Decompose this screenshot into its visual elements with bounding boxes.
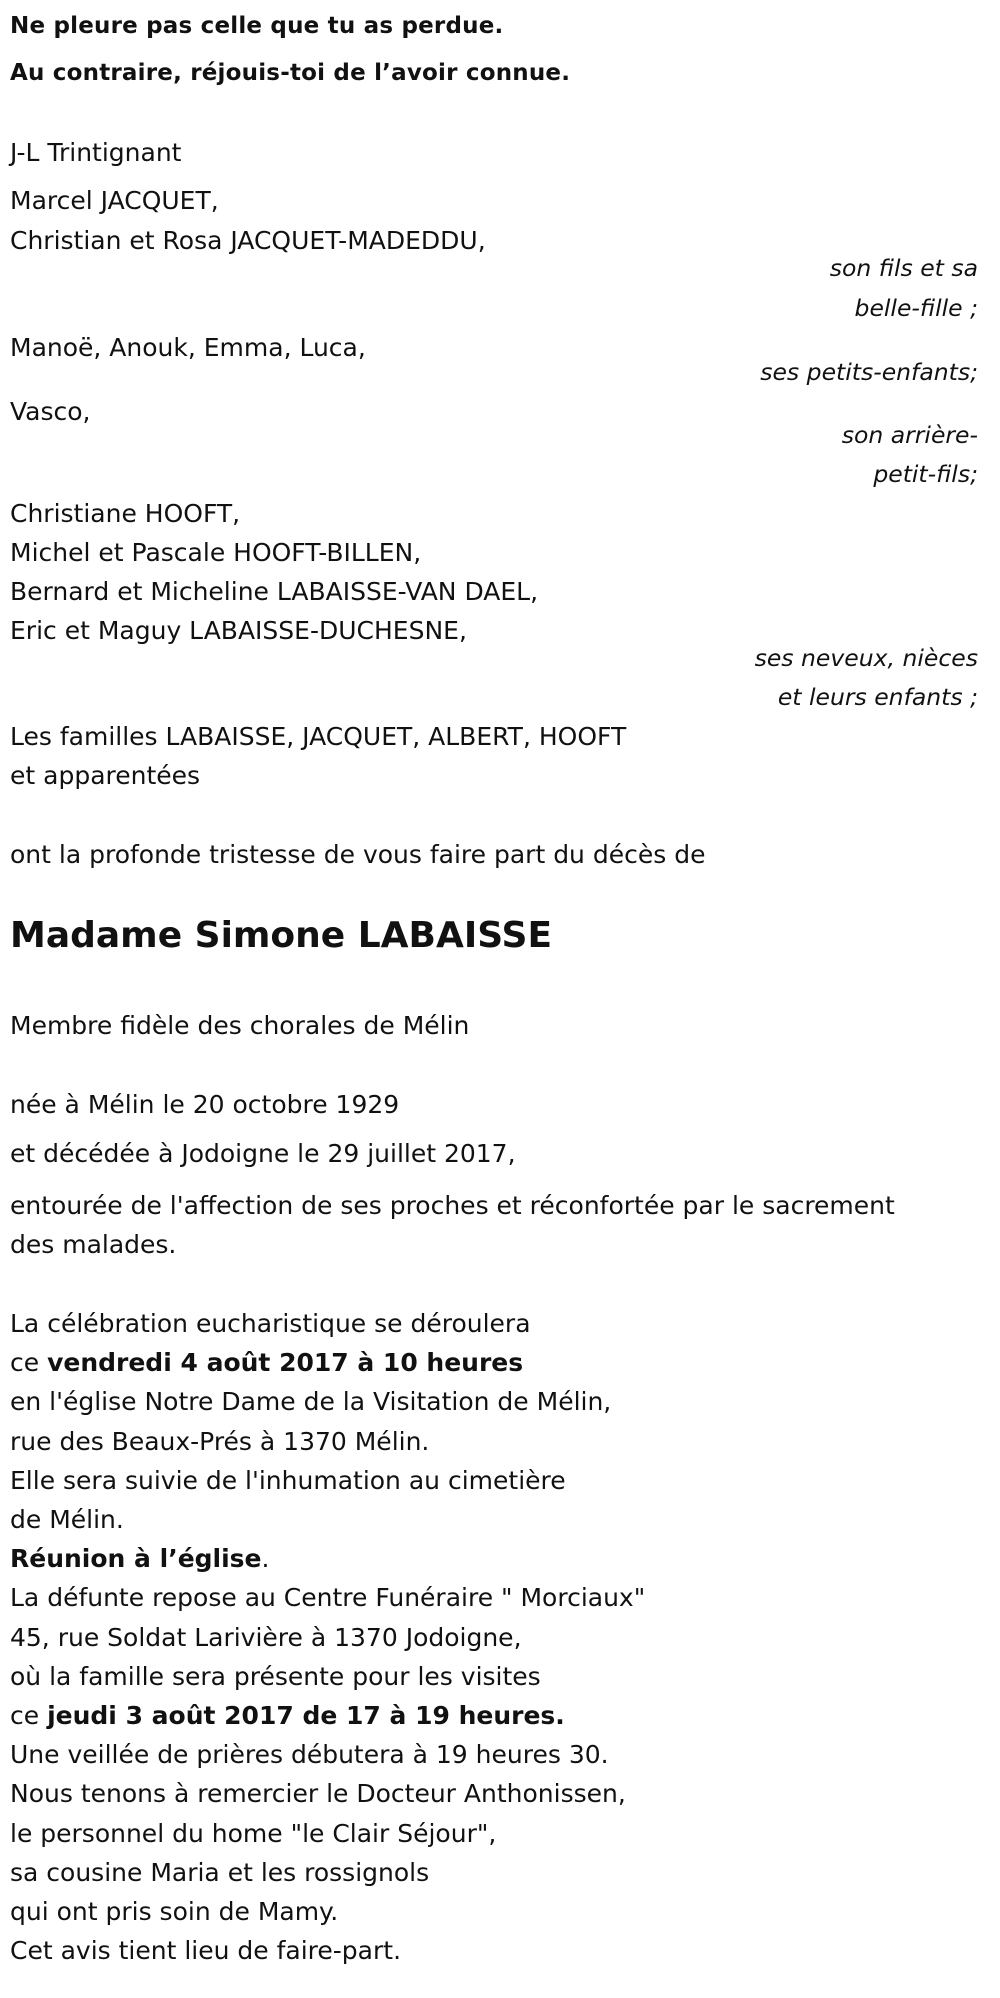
ceremony-line-7: Réunion à l’église. [10, 1544, 270, 1573]
ceremony-line-5: Elle sera suivie de l'inhumation au cimetière [10, 1466, 566, 1495]
nephew-relation-2: et leurs enfants ; [777, 683, 978, 711]
poem-line-2: Au contraire, réjouis-toi de l’avoir connue. [10, 60, 571, 86]
visit-date: jeudi 3 août 2017 de 17 à 19 heures. [47, 1701, 565, 1730]
great-grandchild-relation-2: petit-fils; [873, 460, 978, 488]
nephew-name-2: Michel et Pascale HOOFT-BILLEN, [10, 538, 422, 567]
son-relation-1: son fils et sa [829, 254, 978, 282]
poem-line-1: Ne pleure pas celle que tu as perdue. [10, 13, 504, 39]
son-relation-2: belle-fille ; [854, 294, 978, 322]
deceased-born: née à Mélin le 20 octobre 1929 [10, 1090, 400, 1119]
announcement: ont la profonde tristesse de vous faire part du décès de [10, 840, 706, 869]
ceremony-line-11: ce jeudi 3 août 2017 de 17 à 19 heures. [10, 1701, 565, 1730]
ceremony-line-4: rue des Beaux-Prés à 1370 Mélin. [10, 1427, 430, 1456]
deceased-died: et décédée à Jodoigne le 29 juillet 2017, [10, 1139, 516, 1168]
ceremony-line-12: Une veillée de prières débutera à 19 heures 30. [10, 1740, 609, 1769]
ceremony-line-13: Nous tenons à remercier le Docteur Anthonissen, [10, 1779, 626, 1808]
deceased-name: Madame Simone LABAISSE [10, 915, 553, 956]
church-meeting: Réunion à l’église [10, 1544, 262, 1573]
ceremony-line-3: en l'église Notre Dame de la Visitation de Mélin, [10, 1387, 612, 1416]
nephew-relation-1: ses neveux, nièces [754, 644, 978, 672]
great-grandchild-name: Vasco, [10, 397, 91, 426]
nephew-name-4: Eric et Maguy LABAISSE-DUCHESNE, [10, 616, 467, 645]
son-name-2: Christian et Rosa JACQUET-MADEDDU, [10, 226, 486, 255]
families-line-1: Les familles LABAISSE, JACQUET, ALBERT, HOOFT [10, 722, 627, 751]
poem-author: J-L Trintignant [10, 138, 182, 167]
great-grandchild-relation-1: son arrière- [841, 421, 978, 449]
ceremony-line-9: 45, rue Soldat Larivière à 1370 Jodoigne, [10, 1623, 522, 1652]
ceremony-line-14: le personnel du home "le Clair Séjour", [10, 1819, 497, 1848]
nephew-name-1: Christiane HOOFT, [10, 499, 241, 528]
ceremony-line-15: sa cousine Maria et les rossignols [10, 1858, 430, 1887]
ceremony-line-1: La célébration eucharistique se déroulera [10, 1309, 531, 1338]
ceremony-date: vendredi 4 août 2017 à 10 heures [47, 1348, 524, 1377]
deceased-surrounded-2: des malades. [10, 1230, 177, 1259]
grandchildren-names: Manoë, Anouk, Emma, Luca, [10, 333, 366, 362]
son-name-1: Marcel JACQUET, [10, 186, 219, 215]
ceremony-line-10: où la famille sera présente pour les visites [10, 1662, 541, 1691]
ceremony-line-17: Cet avis tient lieu de faire-part. [10, 1936, 402, 1965]
ceremony-line-16: qui ont pris soin de Mamy. [10, 1897, 339, 1926]
families-line-2: et apparentées [10, 761, 201, 790]
ceremony-line-8: La défunte repose au Centre Funéraire " Morciaux" [10, 1583, 646, 1612]
grandchildren-relation: ses petits-enfants; [760, 358, 978, 386]
deceased-member: Membre fidèle des chorales de Mélin [10, 1011, 470, 1040]
ceremony-line-2: ce vendredi 4 août 2017 à 10 heures [10, 1348, 524, 1377]
nephew-name-3: Bernard et Micheline LABAISSE-VAN DAEL, [10, 577, 539, 606]
deceased-surrounded-1: entourée de l'affection de ses proches et réconfortée par le sacrement [10, 1191, 895, 1220]
ceremony-line-6: de Mélin. [10, 1505, 124, 1534]
